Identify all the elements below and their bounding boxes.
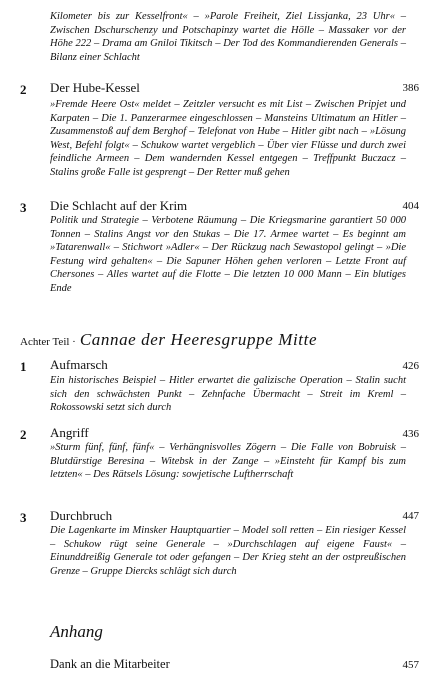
section-text: Die Lagenkarte im Minsker Hauptquartier – Model soll retten – Ein riesiger Kessel – Schukow rügt seine Generale – »Durchschlagen auf eigene Faust« – Einunddreißig Generale tot oder gefangen – Der Krieg steht an der ostpreußischen Grenze – Gruppe Diercks schlägt sich durch [50,525,406,577]
section-text: »Fremde Heere Ost« meldet – Zeitzler versucht es mit List – Zwischen Pripjet und Karpaten – Die 1. Panzerarmee eingeschlossen – Mansteins Ultimatum an Hitler – Zusammenstoß auf dem Berghof – Telefonat von Hube – Hitler gibt nach – »Lösung West, Befehl folgt« – Schukow wartet vergeblich – Über vier Flüsse und durch zwei feindliche Armeen – Dem wandernden Kessel entgegen – Treffpunkt Buczacz – Stalins große Falle ist gesprengt – Der Retter muß gehen [50,99,406,178]
part-title: Cannae der Heeresgruppe Mitte [79,330,318,349]
section-title: Die Schlacht auf der Krim [50,198,188,213]
appendix-item-title: Dank an die Mitarbeiter [50,657,170,671]
appendix-item-page: 457 [402,659,419,671]
section-description [50,214,406,296]
part-heading [20,330,420,350]
section-number: 3 [20,200,27,215]
section-title: Der Hube-Kessel [50,80,140,95]
section-description [50,374,406,415]
section-description [50,98,406,180]
section-title: Angriff [50,425,89,440]
page-number: 436 [402,428,419,440]
section-title: Durchbruch [50,508,113,523]
page-number: 386 [402,82,419,94]
section-description [50,441,406,482]
section-number: 2 [20,82,27,97]
page-number: 447 [402,510,419,522]
section-text: »Sturm fünf, fünf, fünf« – Verhängnisvolles Zögern – Die Falle von Bobruisk – Blutdürstige Beresina – Witebsk in der Zange – »Einsteht für Kampf bis zum letzten« – Des Rätsels Lösung: sowjetische Luftherrschaft [50,442,406,481]
section-number: 2 [20,427,27,442]
page-number: 404 [402,200,419,212]
section-number: 3 [20,510,27,525]
section-text: Ein historisches Beispiel – Hitler erwartet die galizische Operation – Stalin sucht sich den schwächsten Punkt – Zehnfache Übermacht – Streit im Kreml – Rokossowski setzt sich durch [50,375,406,414]
intro-paragraph [50,10,406,64]
part-label: Achter Teil · [20,336,76,348]
section-title: Aufmarsch [50,357,108,372]
appendix-heading: Anhang [50,622,103,641]
section-text: Politik und Strategie – Verbotene Räumung – Die Kriegsmarine garantiert 50 000 Tonnen – Stalins Angst vor den Stukas – Die 17. Armee wartet – Es beginnt am »Tatarenwall« – Stichwort »Adler« – Der Rückzug nach Sewastopol gelingt – »Die Festung wird gehalten« – Die Sapuner Höhen gehen verloren – Letzte Front auf Chersones – Alles wartet auf die Flotte – Die letzten 10 000 Mann – Ein blutiges Ende [50,215,406,294]
section-description [50,524,406,578]
page-number: 426 [402,360,419,372]
section-number: 1 [20,359,27,374]
intro-text: Kilometer bis zur Kesselfront« – »Parole Freiheit, Ziel Lissjanka, 23 Uhr« – Zwischen Dschurschenzy und Potschapinzy wartet die Hölle – Massaker vor der Höhe 222 – Drama am Gniloi Tikitsch – Der Tod des Kommandierenden Generals – Bilanz einer Schlacht [50,11,406,63]
